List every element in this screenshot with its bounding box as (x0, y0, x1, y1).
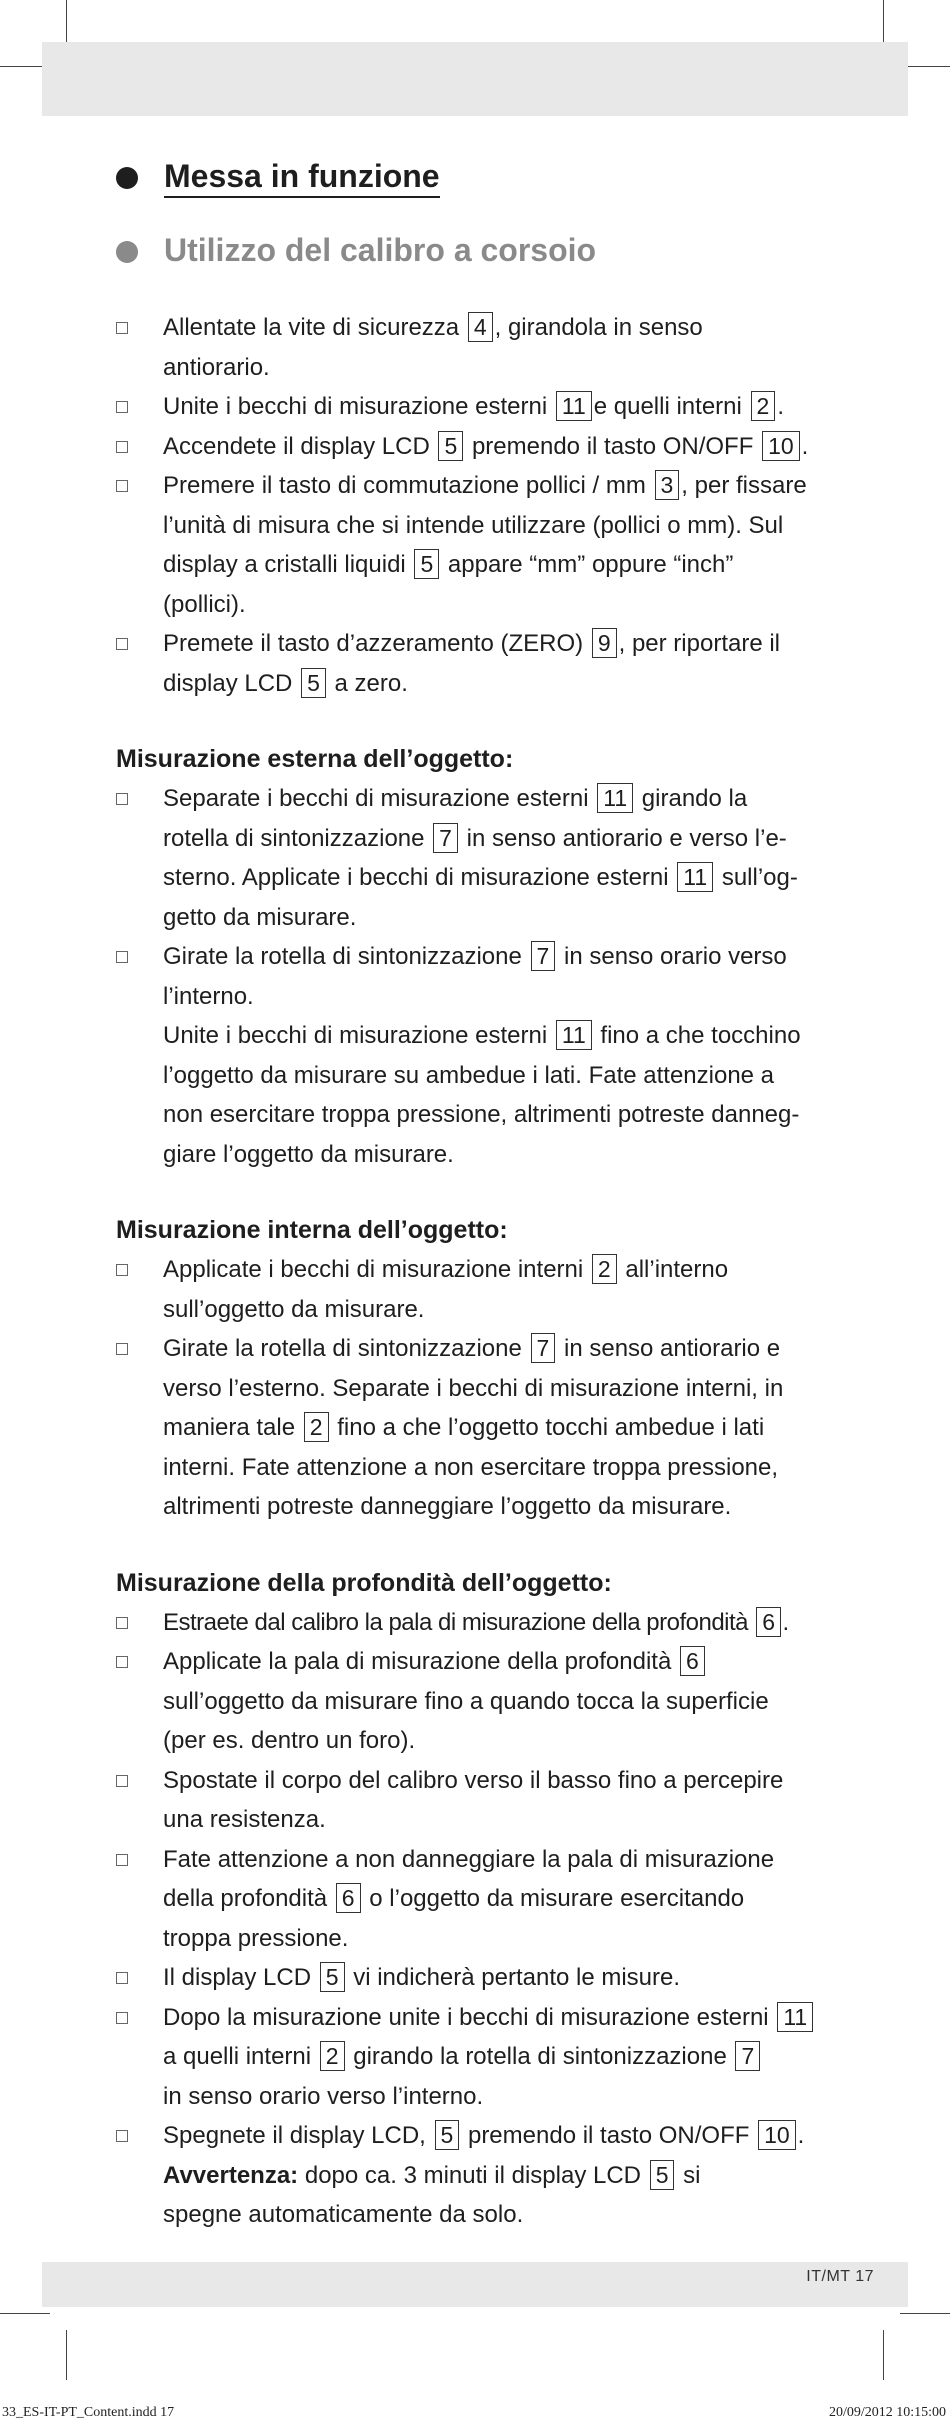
list-item: Separate i becchi di misurazione esterni 11 girando la rotella di sintonizzazione 7 in senso antiorario e verso l’e- sterno. Applicate i becchi di misurazione esterni 11 sull’og- getto da misurare. (116, 779, 836, 937)
part-reference: 6 (680, 1646, 705, 1676)
page-content (116, 150, 836, 2235)
part-reference: 10 (758, 2120, 796, 2150)
part-reference: 2 (751, 391, 776, 421)
section-title: Misurazione esterna dell’oggetto: (116, 745, 514, 773)
checkbox-bullet-icon (116, 441, 128, 453)
checkbox-bullet-icon (116, 1775, 128, 1787)
part-reference: 5 (414, 549, 439, 579)
page-number: IT/MT 17 (806, 2268, 874, 2285)
list-item: Girate la rotella di sintonizzazione 7 in senso antiorario e verso l’esterno. Separate i becchi di misurazione interni, in maniera tale 2 fino a che l’oggetto tocchi ambedue i lati interni. Fate attenzione a non esercitare troppa pressione, altrimenti potreste danneggiare l’oggetto da misurare. (116, 1329, 836, 1527)
part-reference: 2 (592, 1254, 617, 1284)
part-reference: 7 (735, 2041, 760, 2071)
footer-band (42, 2262, 908, 2307)
part-reference: 11 (597, 783, 633, 813)
part-reference: 5 (650, 2160, 675, 2190)
checkbox-bullet-icon (116, 1972, 128, 1984)
subsection-heading (116, 224, 836, 276)
part-reference: 4 (468, 312, 493, 342)
list-item: Unite i becchi di misurazione esterni 11 e quelli interni 2 . (116, 387, 836, 427)
crop-mark (883, 2330, 884, 2380)
checkbox-bullet-icon (116, 322, 128, 334)
checkbox-bullet-icon (116, 793, 128, 805)
part-reference: 7 (433, 823, 458, 853)
external-measurement-section (116, 739, 836, 1174)
checkbox-bullet-icon (116, 1854, 128, 1866)
list-item: Premete il tasto d’azzeramento (ZERO) 9 , per riportare il display LCD 5 a zero. (116, 624, 836, 703)
header-band (42, 42, 908, 116)
crop-mark (66, 2330, 67, 2380)
instruction-list (116, 779, 836, 1016)
section-title: Misurazione interna dell’oggetto: (116, 1216, 508, 1244)
checkbox-bullet-icon (116, 2130, 128, 2142)
checkbox-bullet-icon (116, 1343, 128, 1355)
heading-text: Messa in funzione (164, 158, 440, 198)
section-title: Misurazione della profondità dell’oggetto: (116, 1568, 612, 1597)
crop-mark (900, 2313, 950, 2314)
part-reference: 2 (320, 2041, 345, 2071)
subheading-text: Utilizzo del calibro a corsoio (164, 232, 597, 268)
checkbox-bullet-icon (116, 1264, 128, 1276)
depth-measurement-section (116, 1563, 836, 2235)
bullet-dot-icon (116, 167, 138, 189)
part-reference: 11 (777, 2002, 813, 2032)
slug-timestamp: 20/09/2012 10:15:00 (828, 2405, 946, 2420)
part-reference: 5 (301, 668, 326, 698)
checkbox-bullet-icon (116, 951, 128, 963)
part-reference: 5 (435, 2120, 460, 2150)
part-reference: 10 (762, 431, 800, 461)
warning-label: Avvertenza: (163, 2161, 299, 2189)
list-item: Dopo la misurazione unite i becchi di misurazione esterni 11 a quelli interni 2 girando la rotella di sintonizzazione 7 in senso orario verso l’interno. (116, 1998, 836, 2117)
part-reference: 11 (556, 391, 592, 421)
paragraph: Unite i becchi di misurazione esterni 11 fino a che tocchino l’oggetto da misurare su ambedue i lati. Fate attenzione a non esercitare troppa pressione, altrimenti potreste danneg- giare l’oggetto da misurare. (163, 1022, 801, 1168)
list-item: Fate attenzione a non danneggiare la pala di misurazione della profondità 6 o l’oggetto da misurare esercitando troppa pressione. (116, 1840, 836, 1959)
list-item: Applicate la pala di misurazione della profondità 6 sull’oggetto da misurare fino a quando tocca la superficie (per es. dentro un foro). (116, 1642, 836, 1761)
crop-mark (0, 2313, 50, 2314)
bullet-dot-icon (116, 241, 138, 263)
part-reference: 7 (531, 1333, 556, 1363)
checkbox-bullet-icon (116, 1656, 128, 1668)
list-item: Applicate i becchi di misurazione interni 2 all’interno sull’oggetto da misurare. (116, 1250, 836, 1329)
checkbox-bullet-icon (116, 2012, 128, 2024)
list-item: Allentate la vite di sicurezza 4 , girandola in senso antiorario. (116, 308, 836, 387)
list-item: Girate la rotella di sintonizzazione 7 in senso orario verso l’interno. (116, 937, 836, 1016)
part-reference: 2 (304, 1412, 329, 1442)
checkbox-bullet-icon (116, 638, 128, 650)
list-item: Accendete il display LCD 5 premendo il tasto ON/OFF 10 . (116, 427, 836, 467)
instruction-list (116, 1603, 836, 2235)
section-heading (116, 150, 836, 202)
internal-measurement-section (116, 1210, 836, 1527)
list-item: Estraete dal calibro la pala di misurazione della profondità 6 . (116, 1603, 836, 1643)
list-item: Spegnete il display LCD, 5 premendo il tasto ON/OFF 10 . Avvertenza: dopo ca. 3 minuti il display LCD 5 si spegne automaticamente da solo. (116, 2116, 836, 2235)
part-reference: 6 (756, 1607, 780, 1637)
checkbox-bullet-icon (116, 401, 128, 413)
part-reference: 5 (438, 431, 463, 461)
checkbox-bullet-icon (116, 1617, 128, 1629)
instruction-list (116, 308, 836, 703)
part-reference: 11 (677, 862, 713, 892)
list-item: Il display LCD 5 vi indicherà pertanto le misure. (116, 1958, 836, 1998)
part-reference: 9 (592, 628, 617, 658)
list-item: Premere il tasto di commutazione pollici / mm 3 , per fissare l’unità di misura che si intende utilizzare (pollici o mm). Sul display a cristalli liquidi 5 appare “mm” oppure “inch” (pollici). (116, 466, 836, 624)
part-reference: 11 (556, 1020, 592, 1050)
part-reference: 3 (655, 470, 680, 500)
list-item: Spostate il corpo del calibro verso il basso fino a percepire una resistenza. (116, 1761, 836, 1840)
slug-filename: 33_ES-IT-PT_Content.indd 17 (2, 2405, 175, 2420)
part-reference: 6 (336, 1883, 361, 1913)
part-reference: 7 (531, 941, 556, 971)
checkbox-bullet-icon (116, 480, 128, 492)
instruction-list (116, 1250, 836, 1527)
part-reference: 5 (320, 1962, 345, 1992)
